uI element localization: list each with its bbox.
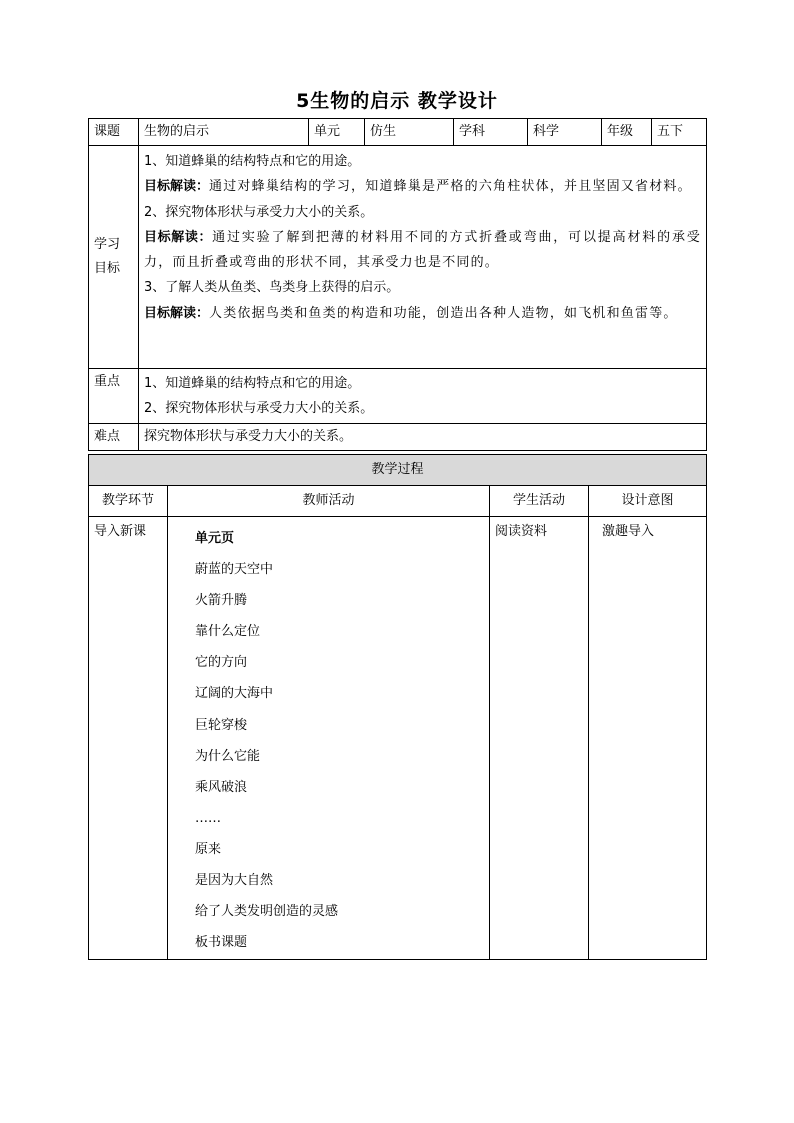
- teacher-line: ……: [195, 810, 221, 826]
- teaching-process-table: [88, 454, 707, 960]
- goal-2-interp-text: 通过实验了解到把薄的材料用不同的方式折叠或弯曲，可以提高材料的承受力，而且折叠或弯曲的形状不同，其承受力也是不同的。: [144, 229, 701, 271]
- key-points-label: 重点: [89, 369, 139, 424]
- goal-1: 1、知道蜂巢的结构特点和它的用途。: [144, 154, 361, 169]
- header-student: 学生活动: [490, 486, 589, 517]
- goal-1-interp-text: 通过对蜂巢结构的学习，知道蜂巢是严格的六角柱状体，并且坚固又省材料。: [209, 179, 692, 195]
- teacher-line: 板书课题: [195, 935, 248, 951]
- teacher-line: 给了人类发明创造的灵感: [195, 904, 339, 920]
- key-points-content: [139, 369, 707, 424]
- header-stage: 教学环节: [89, 486, 168, 517]
- unit-label: 单元: [309, 119, 365, 146]
- teacher-line: 巨轮穿梭: [195, 717, 248, 733]
- lesson-value: 生物的启示: [139, 119, 309, 146]
- process-banner: 教学过程: [89, 455, 707, 486]
- goal-2: 2、探究物体形状与承受力大小的关系。: [144, 204, 374, 220]
- teacher-line: 它的方向: [195, 655, 248, 671]
- teacher-line: 原来: [195, 841, 222, 857]
- unit-value: 仿生: [365, 119, 454, 146]
- goal-2-interpretation: [144, 225, 701, 276]
- difficulty-label: 难点: [89, 424, 139, 451]
- grade-value: 五下: [652, 119, 707, 146]
- goals-label: [89, 146, 139, 369]
- goals-label-text: 学习目标: [94, 237, 121, 276]
- lesson-info-table: [88, 118, 707, 451]
- teacher-line: 是因为大自然: [195, 873, 274, 889]
- teacher-line: 为什么它能: [195, 748, 261, 764]
- process-row-intro: [89, 517, 707, 960]
- difficulty-value: 探究物体形状与承受力大小的关系。: [139, 424, 707, 451]
- lesson-label: 课题: [89, 119, 139, 146]
- teacher-line: 火箭升腾: [195, 593, 248, 609]
- key-point-2: 2、探究物体形状与承受力大小的关系。: [144, 401, 374, 416]
- goal-2-interp-label: 目标解读：: [144, 229, 213, 245]
- stage-cell: 导入新课: [89, 517, 168, 960]
- grade-label: 年级: [602, 119, 652, 146]
- page-title: 5生物的启示 教学设计: [296, 90, 498, 112]
- difficulty-row: [89, 424, 707, 451]
- key-points-row: [89, 369, 707, 424]
- teacher-line: 靠什么定位: [195, 624, 261, 640]
- teacher-activity-cell: [168, 517, 490, 960]
- goal-3-interp-text: 人类依据鸟类和鱼类的构造和功能，创造出各种人造物，如飞机和鱼雷等。: [209, 305, 678, 321]
- goal-1-interp-label: 目标解读：: [144, 179, 210, 195]
- goals-row: [89, 146, 707, 369]
- subject-value: 科学: [528, 119, 602, 146]
- goals-content: [139, 146, 707, 369]
- process-header-row: [89, 486, 707, 517]
- process-banner-row: [89, 455, 707, 486]
- key-point-1: 1、知道蜂巢的结构特点和它的用途。: [144, 376, 361, 391]
- header-intent: 设计意图: [589, 486, 707, 517]
- goal-3: 3、了解人类从鱼类、鸟类身上获得的启示。: [144, 280, 400, 296]
- design-intent-cell: 激趣导入: [589, 517, 707, 960]
- teacher-line: 乘风破浪: [195, 779, 248, 795]
- header-teacher: 教师活动: [168, 486, 490, 517]
- goal-3-interp-label: 目标解读：: [144, 305, 210, 321]
- goal-1-interpretation: [144, 174, 701, 199]
- teacher-line: 辽阔的大海中: [195, 686, 274, 702]
- subject-label: 学科: [454, 119, 528, 146]
- student-activity-cell: 阅读资料: [490, 517, 589, 960]
- teacher-line: 蔚蓝的天空中: [195, 562, 274, 578]
- lesson-meta-row: [89, 119, 707, 146]
- teacher-line: 单元页: [195, 531, 235, 546]
- goal-3-interpretation: [144, 301, 701, 326]
